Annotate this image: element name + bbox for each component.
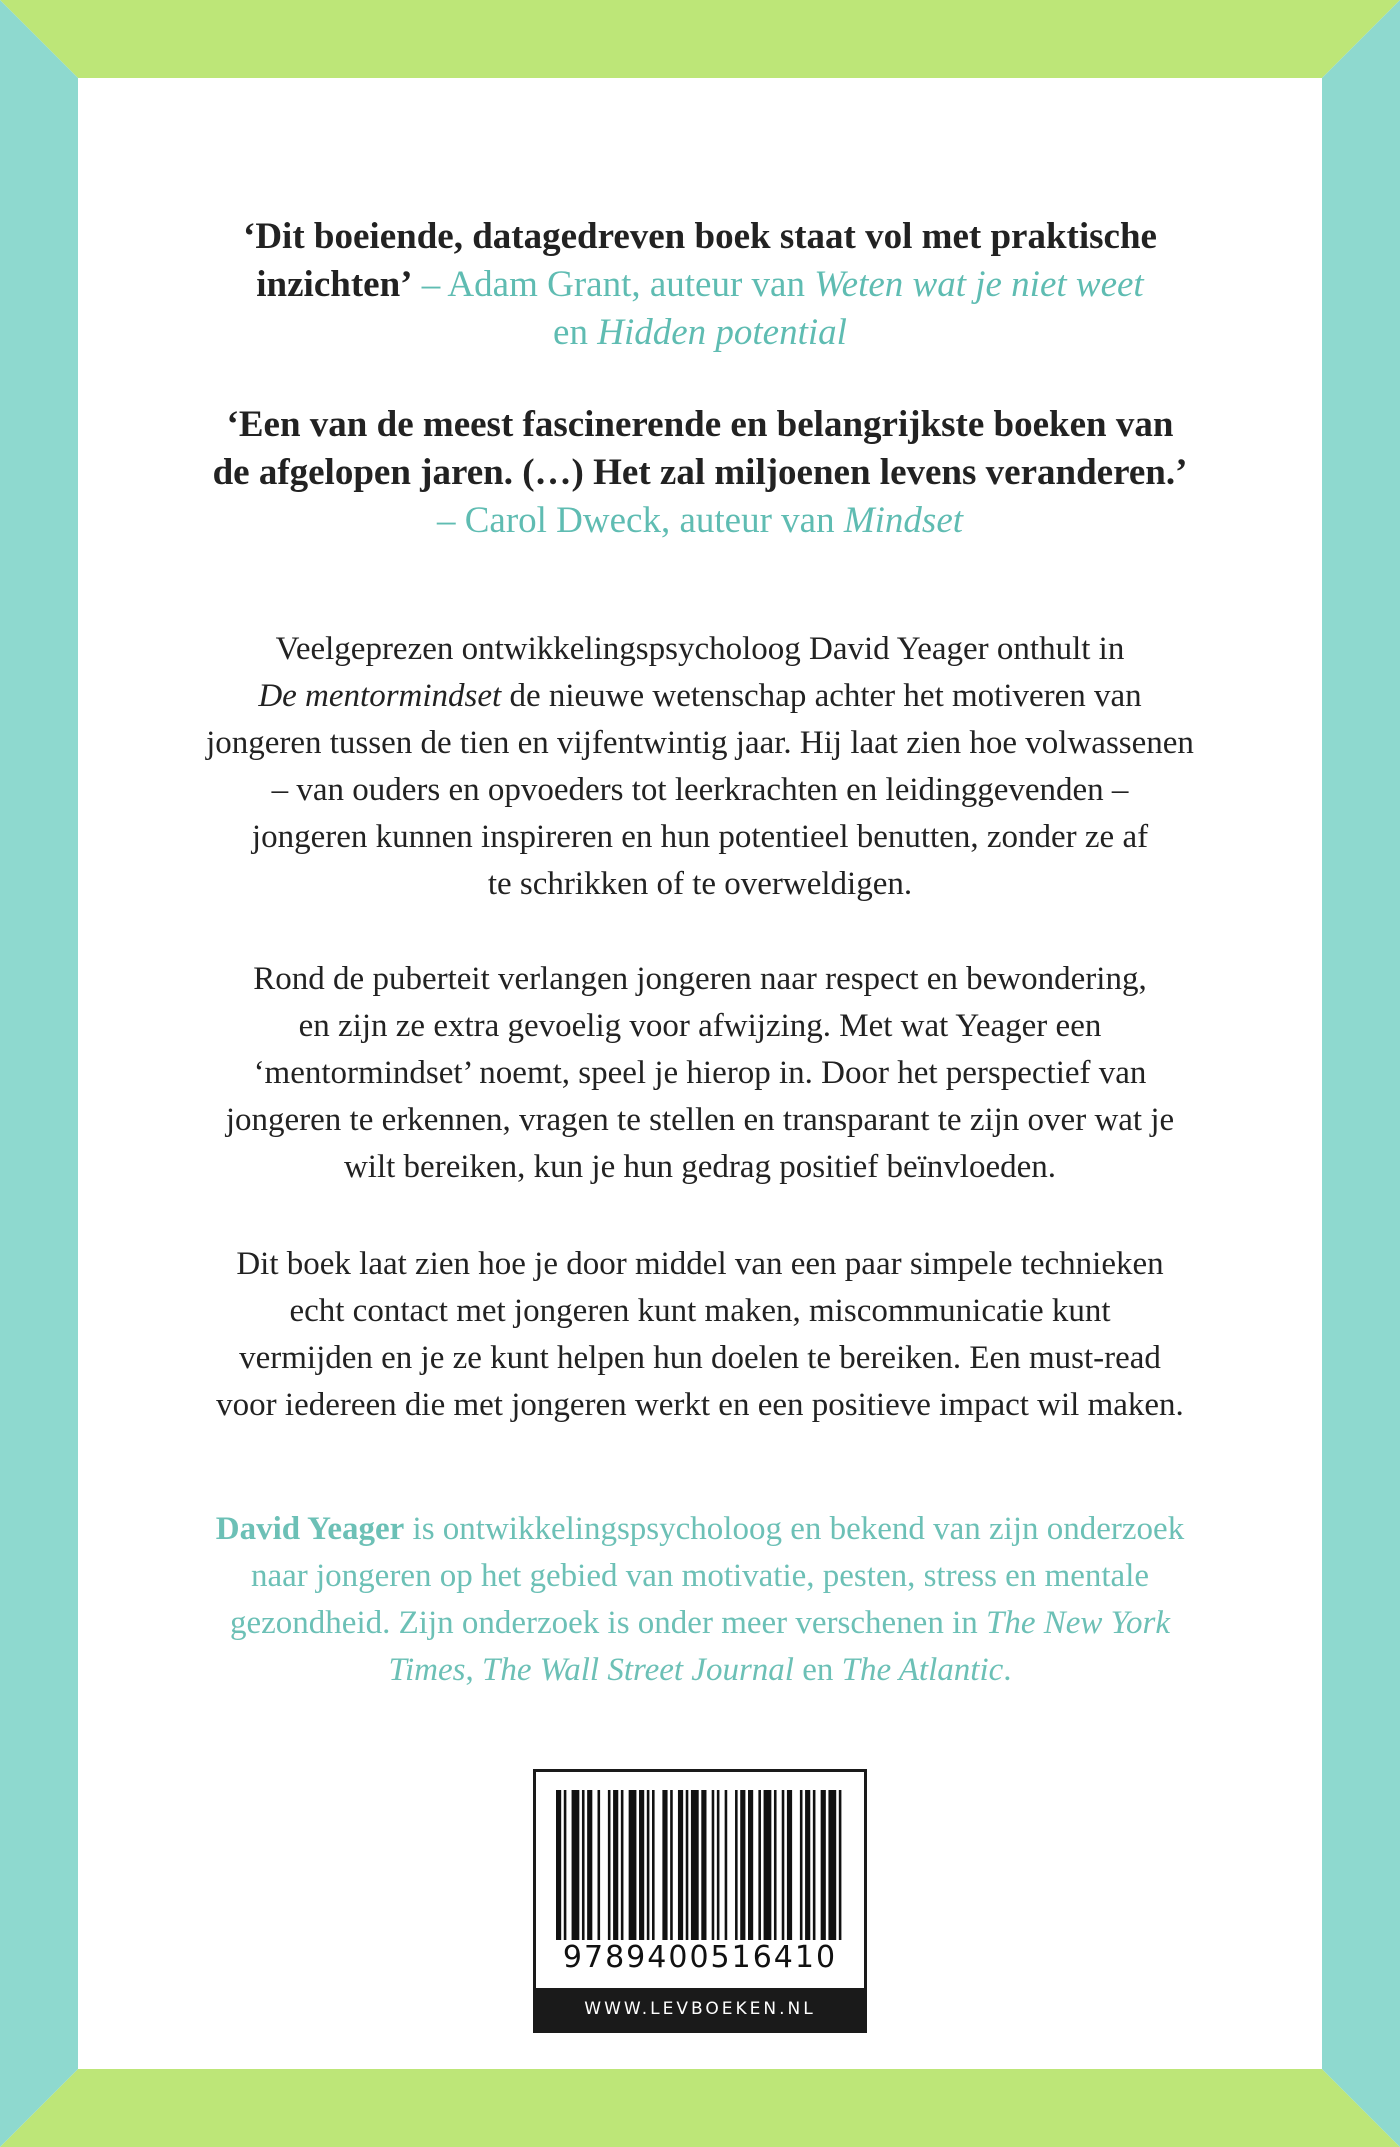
barcode-bar [717,1790,720,1940]
p3-line2: echt contact met jongeren kunt maken, miscommunicatie kunt [289,1293,1111,1329]
p1-line4: – van ouders en opvoeders tot leerkrachten en leidinggevenden – [271,772,1129,808]
barcode-bar [678,1790,683,1940]
barcode-bar [608,1790,611,1940]
publisher-url: WWW.LEVBOEKEN.NL [536,1988,864,2030]
border-right [1322,0,1400,2147]
author-bio [78,1506,1322,1694]
barcode-bar [613,1790,618,1940]
barcode-bar [813,1790,816,1940]
description-paragraph-1 [78,626,1322,908]
quote1-line1: ‘Dit boeiende, datagedreven boek staat vol met praktische [243,216,1157,257]
barcode-bar [828,1790,836,1940]
barcode-bar [725,1790,728,1940]
bio-period: . [1003,1652,1012,1688]
barcode-bar [621,1790,624,1940]
barcode-bar [787,1790,792,1940]
bio-author-name: David Yeager [215,1511,405,1547]
barcode-bar [774,1790,777,1940]
cover-content [78,78,1322,2069]
bio-line1 [78,1506,1322,1553]
barcode-bar [662,1790,667,1940]
quote1-line2 [78,261,1322,309]
barcode-bar [670,1790,673,1940]
p2-line3: ‘mentormindset’ noemt, speel je hierop in. Door het perspectief van [253,1055,1147,1091]
description-paragraph-3 [78,1241,1322,1429]
bio-and: en [793,1652,842,1688]
bio-line4 [78,1647,1322,1694]
p3-line4: voor iedereen die met jongeren werkt en een positieve impact wil maken. [216,1387,1184,1423]
quote-adam-grant [78,213,1322,357]
barcode-bar [805,1790,810,1940]
barcode-bar [598,1790,601,1940]
barcode-bar [639,1790,644,1940]
barcode-bar [748,1790,753,1940]
barcode-bar [564,1790,567,1940]
p2-line5: wilt bereiken, kun je hun gedrag positief beïnvloeden. [343,1149,1057,1185]
quote1-book-title-2: Hidden potential [597,312,847,353]
barcode-bar [712,1790,715,1940]
barcode-bar [686,1790,689,1940]
bio-line2: naar jongeren op het gebied van motivatie, pesten, stress en mentale [250,1558,1150,1594]
quote2-line2: de afgelopen jaren. (…) Het zal miljoenen levens veranderen.’ [212,452,1188,493]
barcode-bar [782,1790,785,1940]
barcode-bar [652,1790,655,1940]
bio-line3-start: gezondheid. Zijn onderzoek is onder meer verschenen in [230,1605,986,1641]
quote1-attribution: – Adam Grant, auteur van [412,264,815,305]
p1-line1: Veelgeprezen ontwikkelingspsycholoog David Yeager onthult in [275,631,1125,667]
quote1-and: en [553,312,598,353]
quote2-attribution: – Carol Dweck, auteur van [436,500,844,541]
barcode-bar [800,1790,803,1940]
quote2-book-title: Mindset [843,500,964,541]
quote2-line1: ‘Een van de meest fascinerende en belangrijkste boeken van [226,404,1174,445]
quote2-attribution-line [78,497,1322,545]
barcode-bar [821,1790,826,1940]
bio-publication-wsj: The Wall Street Journal [482,1652,794,1688]
barcode-bar [839,1790,842,1940]
border-bottom [0,2069,1400,2147]
barcode-bar [740,1790,745,1940]
p2-line2: en zijn ze extra gevoelig voor afwijzing. Met wat Yeager een [298,1008,1102,1044]
p2-line1: Rond de puberteit verlangen jongeren naar respect en bewondering, [253,961,1147,997]
barcode-bar [629,1790,637,1940]
barcode-bar [758,1790,761,1940]
barcode-bar [587,1790,592,1940]
barcode-image [556,1790,844,1940]
barcode-bar [582,1790,585,1940]
quote1-line3 [78,309,1322,357]
barcode-bar [701,1790,706,1940]
bio-line3 [78,1600,1322,1647]
quote-carol-dweck [78,401,1322,545]
barcode-bar [556,1790,561,1940]
p1-line5: jongeren kunnen inspireren en hun potentieel benutten, zonder ze af [251,819,1149,855]
barcode-bar [572,1790,580,1940]
p2-line4: jongeren te erkennen, vragen te stellen en transparant te zijn over wat je [225,1102,1175,1138]
barcode-bar [691,1790,699,1940]
p1-line2-rest: de nieuwe wetenschap achter het motiveren van [501,678,1142,714]
bio-publication-nyt-part1: The New York [986,1605,1170,1641]
barcode-bar [647,1790,650,1940]
quote1-book-title-1: Weten wat je niet weet [814,264,1144,305]
barcode-bar [764,1790,772,1940]
p1-book-title: De mentormindset [258,678,502,714]
p1-line6: te schrikken of te overweldigen. [487,866,913,902]
description-paragraph-2 [78,956,1322,1191]
barcode-box [533,1769,867,2033]
isbn-number: 9789400516410 [562,1940,838,1975]
p1-line3: jongeren tussen de tien en vijfentwintig jaar. Hij laat zien hoe volwassenen [206,725,1194,761]
border-top [0,0,1400,78]
p1-line2 [78,673,1322,720]
quote1-text-end: inzichten’ [256,264,413,305]
border-left [0,0,78,2147]
bio-comma: , [465,1652,483,1688]
barcode-bar [735,1790,738,1940]
p3-line1: Dit boek laat zien hoe je door middel van een paar simpele technieken [236,1246,1164,1282]
bio-line1-rest: is ontwikkelingspsycholoog en bekend van zijn onderzoek [404,1511,1185,1547]
p3-line3: vermijden en je ze kunt helpen hun doelen te bereiken. Een must-read [239,1340,1161,1376]
bio-publication-atlantic: The Atlantic [841,1652,1004,1688]
bio-publication-nyt-part2: Times [388,1652,466,1688]
